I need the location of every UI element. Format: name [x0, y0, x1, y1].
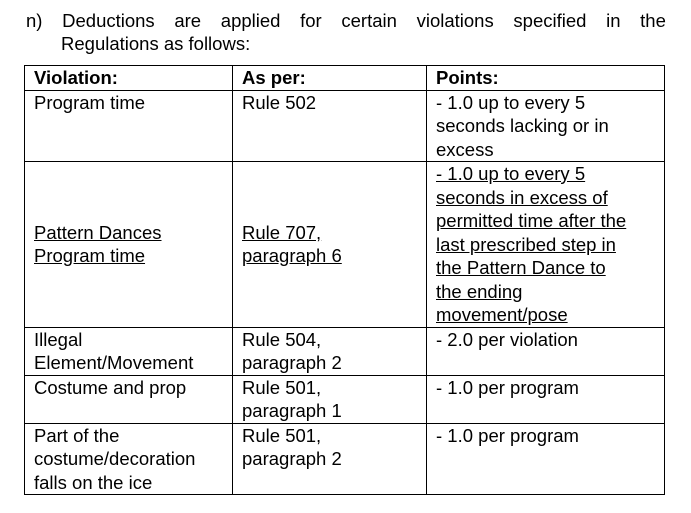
points-cell: [427, 375, 665, 423]
intro-word: specified: [513, 10, 587, 31]
points-text: excess: [436, 138, 494, 160]
violation-text: Pattern Dances: [34, 221, 162, 243]
points-cell: [427, 327, 665, 375]
points-text: - 1.0 per program: [436, 376, 579, 398]
points-cell: [427, 423, 665, 495]
rule-cell: [233, 327, 427, 375]
intro-word: violations: [416, 10, 494, 31]
rule-text: paragraph 1: [242, 400, 342, 421]
intro-word: certain: [341, 10, 397, 31]
violation-text: Illegal: [34, 328, 83, 350]
points-text: - 1.0 per program: [436, 424, 579, 446]
points-cell: [427, 162, 665, 328]
violation-cell: [25, 423, 233, 495]
rule-text: Rule 501,: [242, 424, 322, 446]
points-text: seconds lacking or in: [436, 115, 609, 136]
intro-line-2: Regulations as follows:: [61, 33, 251, 54]
violation-text: Part of the: [34, 424, 120, 446]
violation-text: Costume and prop: [34, 376, 187, 398]
points-text: seconds in excess of: [436, 186, 608, 208]
intro-paragraph: [26, 9, 666, 55]
rule-text: Rule 502: [242, 91, 317, 113]
table-header-row: [25, 66, 665, 91]
table-row: [25, 327, 665, 375]
rule-cell: [233, 423, 427, 495]
deductions-table: [24, 65, 665, 495]
intro-word: the: [640, 10, 666, 31]
intro-word: applied: [220, 10, 281, 31]
violation-text: falls on the ice: [34, 471, 153, 493]
intro-line-1: [26, 9, 666, 32]
violation-cell: [25, 162, 233, 328]
table-row: [25, 375, 665, 423]
points-text: permitted time after the: [436, 210, 627, 231]
intro-word: n): [26, 10, 43, 31]
rule-text: Rule 707,: [242, 221, 322, 243]
table-row: [25, 423, 665, 495]
points-text: - 1.0 up to every 5: [436, 91, 586, 113]
intro-word: are: [174, 10, 202, 31]
rule-text: paragraph 2: [242, 352, 342, 373]
table-row: [25, 90, 665, 162]
rule-text: Rule 504,: [242, 328, 322, 350]
rule-text: paragraph 2: [242, 448, 342, 469]
intro-word: in: [606, 10, 621, 31]
violation-text: costume/decoration: [34, 448, 196, 469]
table-row: [25, 162, 665, 328]
points-text: the ending: [436, 280, 523, 302]
points-cell: [427, 90, 665, 162]
rule-text: Rule 501,: [242, 376, 322, 398]
points-text: last prescribed step in: [436, 233, 616, 255]
violation-cell: [25, 327, 233, 375]
intro-word: Deductions: [62, 10, 155, 31]
rule-cell: [233, 162, 427, 328]
points-text: - 2.0 per violation: [436, 328, 578, 350]
header-violation: Violation:: [25, 66, 233, 91]
points-text: the Pattern Dance to: [436, 257, 606, 278]
rule-text: paragraph 6: [242, 245, 342, 267]
points-text: movement/pose: [436, 304, 568, 325]
rule-cell: [233, 375, 427, 423]
violation-text: Element/Movement: [34, 352, 194, 373]
violation-text: Program time: [34, 91, 146, 113]
violation-cell: [25, 375, 233, 423]
rule-cell: [233, 90, 427, 162]
header-as-per: As per:: [233, 66, 427, 91]
header-points: Points:: [427, 66, 665, 91]
violation-cell: [25, 90, 233, 162]
violation-text: Program time: [34, 245, 146, 267]
points-text: - 1.0 up to every 5: [436, 163, 586, 184]
intro-word: for: [300, 10, 322, 31]
